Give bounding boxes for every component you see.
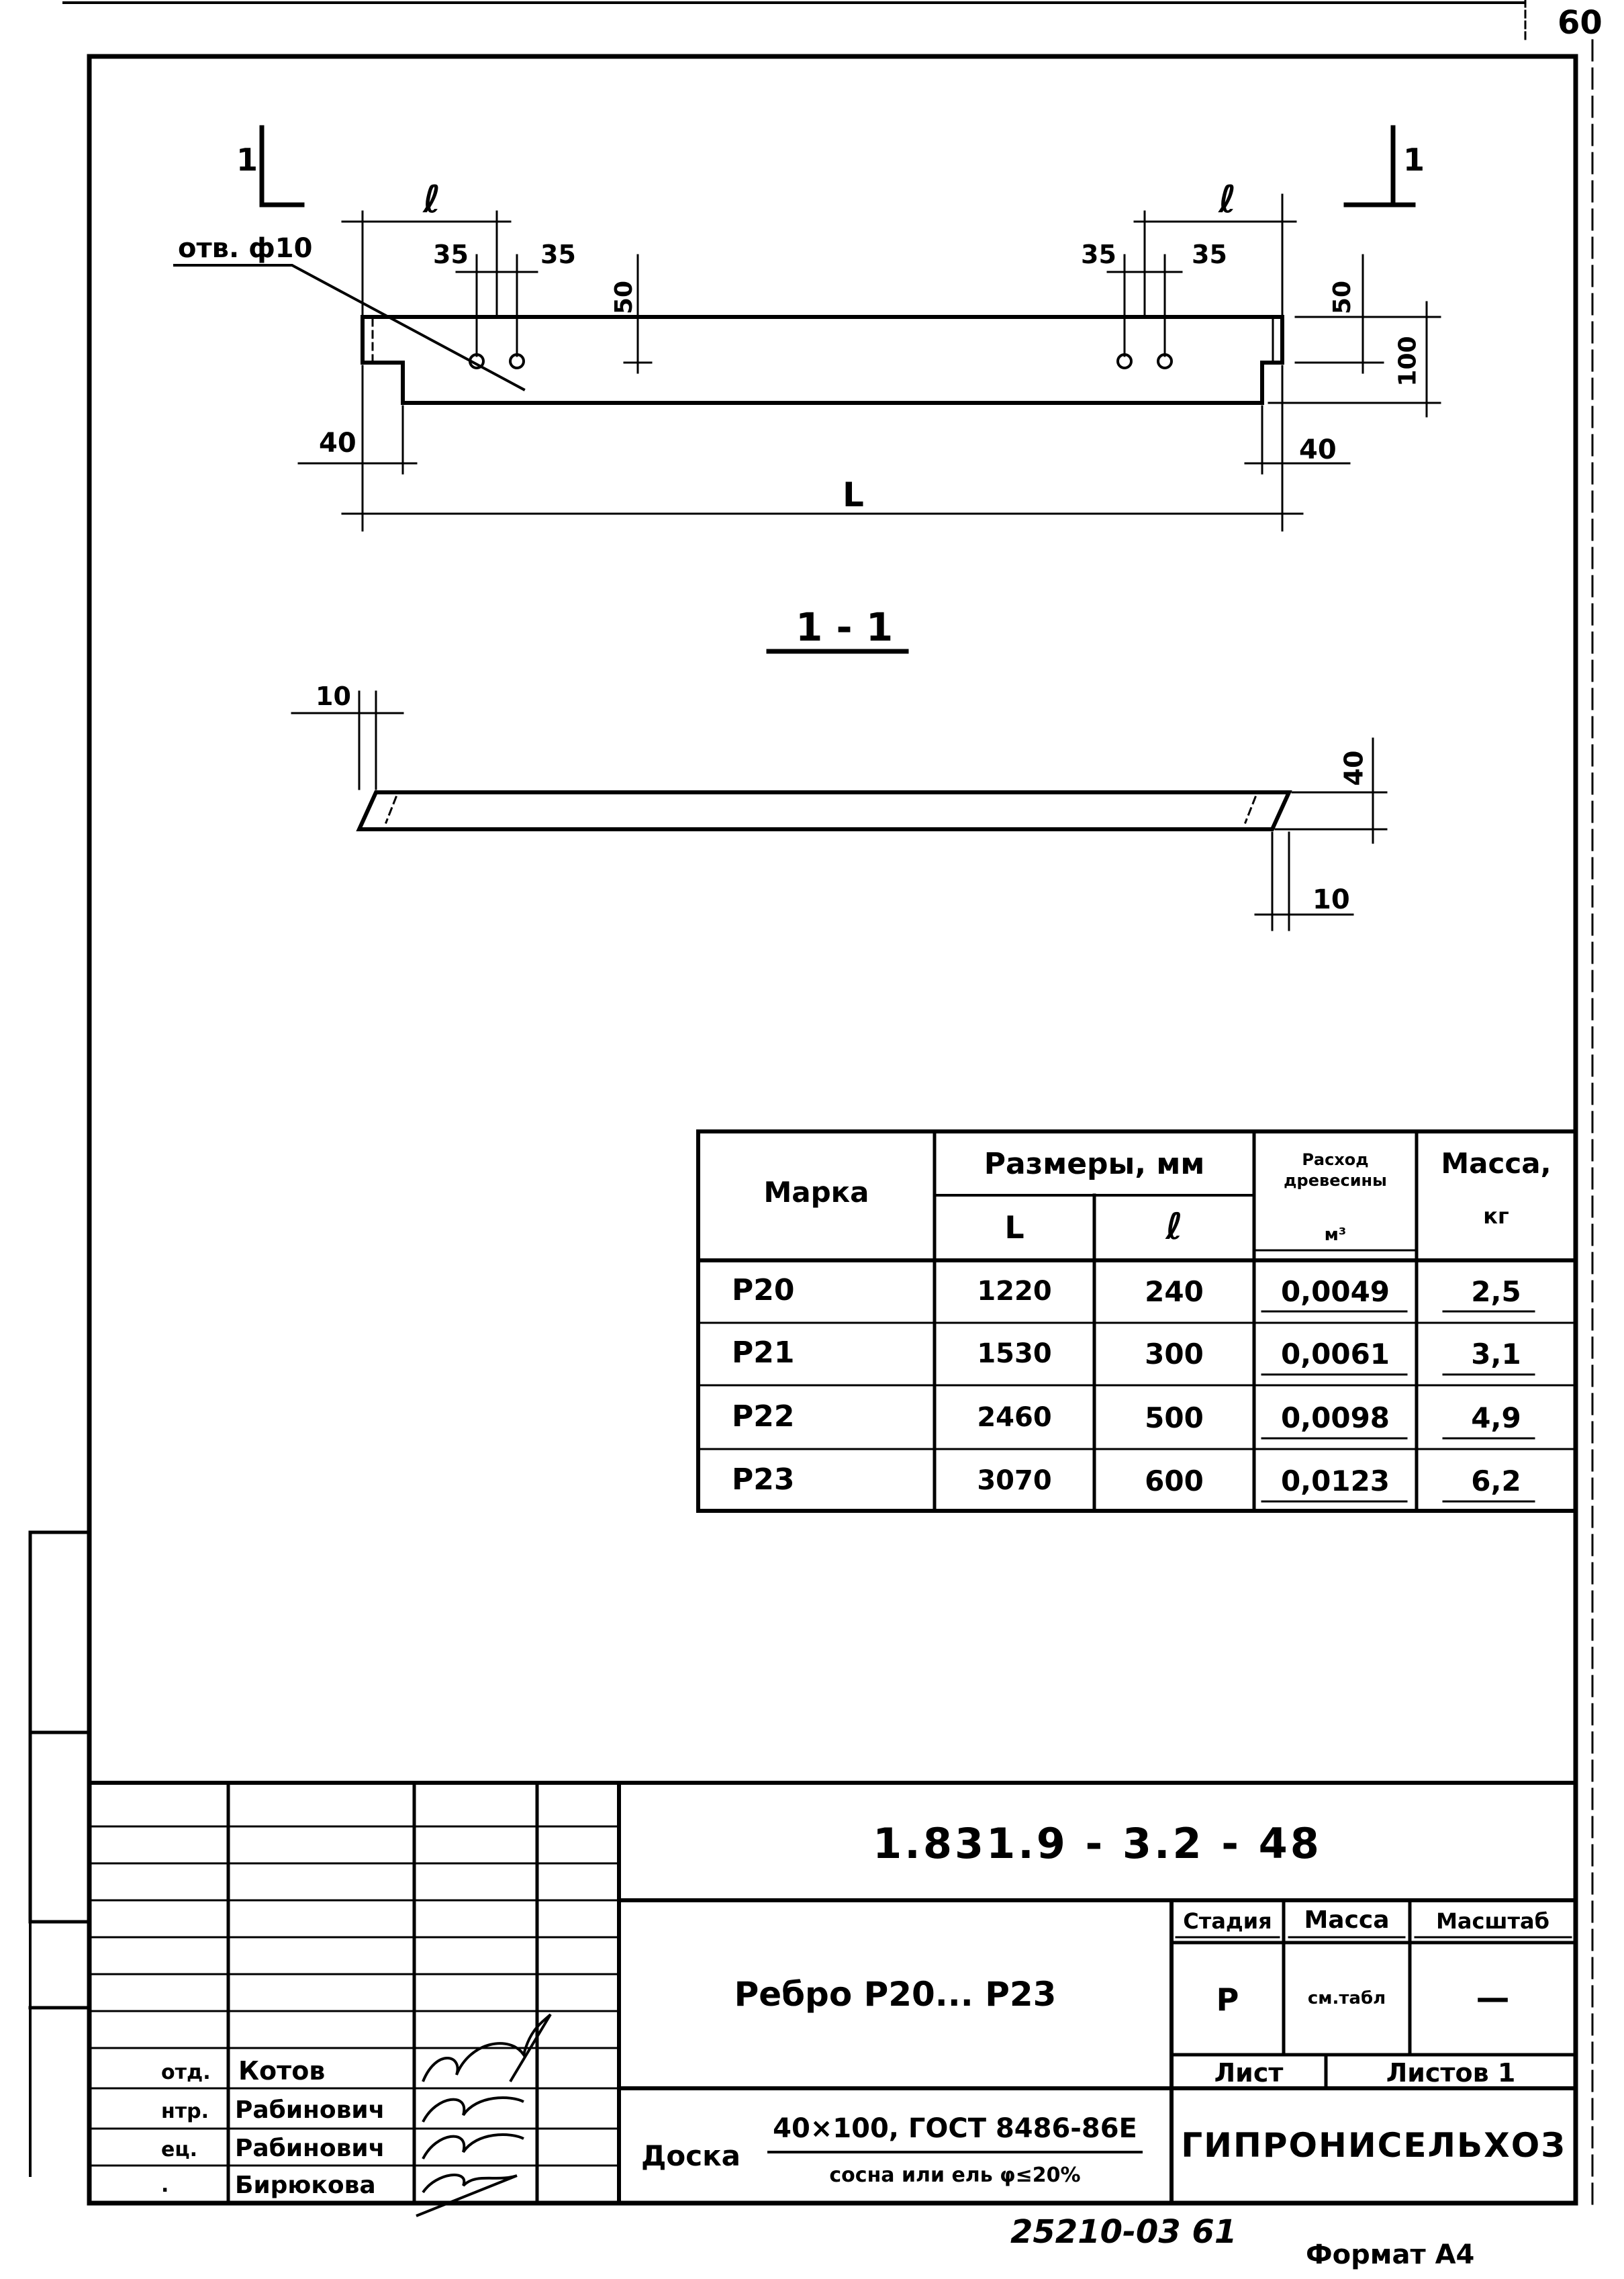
sheet-label: Лист — [1214, 2058, 1284, 2088]
dim-L: L — [843, 475, 864, 514]
cell-L: 3070 — [977, 1465, 1052, 1496]
dim-l-right: ℓ — [1219, 178, 1237, 222]
page-number: 60 — [1558, 4, 1603, 42]
stage-label: Стадия — [1183, 1908, 1272, 1934]
dim-100: 100 — [1394, 336, 1422, 387]
mass-label: Масса — [1304, 1906, 1390, 1934]
cell-l: 240 — [1145, 1275, 1204, 1308]
dim-40-section: 40 — [1339, 750, 1369, 786]
dim-35-a: 35 — [433, 240, 469, 269]
cell-mark: Р22 — [732, 1399, 795, 1434]
stage-value: Р — [1216, 1982, 1239, 2018]
dim-35-c: 35 — [1081, 240, 1116, 269]
section-mark-right: 1 — [1403, 142, 1425, 178]
cell-wood: 0,0049 — [1280, 1275, 1390, 1308]
material-note: сосна или ель φ≤20% — [829, 2164, 1081, 2187]
cell-wood: 0,0098 — [1280, 1401, 1390, 1434]
cell-L: 2460 — [977, 1402, 1052, 1433]
cell-mass: 4,9 — [1471, 1401, 1521, 1434]
role-label: отд. — [161, 2061, 211, 2084]
dim-50-left: 50 — [610, 280, 638, 315]
table-header-mass: Масса, — [1441, 1147, 1551, 1180]
table-header-wood: Расход древесины — [1284, 1150, 1387, 1191]
person-name: Бирюкова — [235, 2172, 376, 2199]
cell-mass: 3,1 — [1471, 1338, 1521, 1370]
table-header-l: ℓ — [1165, 1205, 1183, 1248]
signature-scribbles — [416, 2014, 551, 2216]
mass-value: см.табл — [1307, 1988, 1386, 2008]
cell-mark: Р20 — [732, 1273, 795, 1307]
cell-L: 1530 — [977, 1338, 1052, 1369]
scale-label: Масштаб — [1436, 1908, 1549, 1934]
inventory-number: 25210-03 61 — [1010, 2213, 1237, 2251]
cell-l: 600 — [1145, 1464, 1204, 1497]
dim-40-right: 40 — [1299, 434, 1337, 465]
dim-40-left: 40 — [319, 428, 356, 459]
section-mark-left: 1 — [236, 142, 258, 178]
person-name: Рабинович — [235, 2135, 385, 2162]
table-header-mass-unit: кг — [1483, 1203, 1509, 1229]
dim-35-d: 35 — [1192, 240, 1227, 269]
sheets-label: Листов 1 — [1386, 2058, 1516, 2088]
cell-L: 1220 — [977, 1276, 1052, 1307]
scale-value: — — [1476, 1978, 1510, 2017]
cell-l: 500 — [1145, 1401, 1204, 1434]
dim-50-right: 50 — [1329, 280, 1357, 315]
doc-code: 1.831.9 - 3.2 - 48 — [873, 1819, 1322, 1868]
hole-label: отв. ф10 — [178, 233, 313, 264]
material-label: Доска — [641, 2139, 741, 2172]
role-label: ец. — [161, 2138, 197, 2161]
format-label: Формат А4 — [1306, 2239, 1475, 2270]
material-spec: 40×100, ГОСТ 8486-86Е — [773, 2113, 1137, 2144]
organization: ГИПРОНИСЕЛЬХОЗ — [1181, 2126, 1566, 2165]
cell-wood: 0,0061 — [1280, 1338, 1390, 1370]
dim-10-bottom: 10 — [1312, 884, 1350, 915]
drawing-title: Ребро Р20... Р23 — [734, 1975, 1057, 2014]
person-name: Рабинович — [235, 2096, 385, 2124]
table-header-mark: Марка — [763, 1176, 869, 1209]
table-header-wood-unit: м³ — [1324, 1225, 1347, 1245]
table-header-L: L — [1004, 1209, 1024, 1246]
table-header-sizes: Размеры, мм — [984, 1147, 1205, 1181]
dim-35-b: 35 — [540, 240, 576, 269]
role-label: нтр. — [161, 2100, 209, 2123]
dim-l-left: ℓ — [423, 178, 441, 222]
cell-mark: Р23 — [732, 1462, 795, 1497]
cell-mark: Р21 — [732, 1336, 795, 1370]
cell-wood: 0,0123 — [1280, 1464, 1390, 1497]
role-label: . — [161, 2174, 169, 2197]
cell-l: 300 — [1145, 1338, 1204, 1370]
cell-mass: 2,5 — [1471, 1275, 1521, 1308]
person-name: Котов — [238, 2056, 326, 2086]
dim-10-top: 10 — [316, 682, 351, 711]
section-title: 1 - 1 — [796, 604, 894, 650]
cell-mass: 6,2 — [1471, 1464, 1521, 1497]
